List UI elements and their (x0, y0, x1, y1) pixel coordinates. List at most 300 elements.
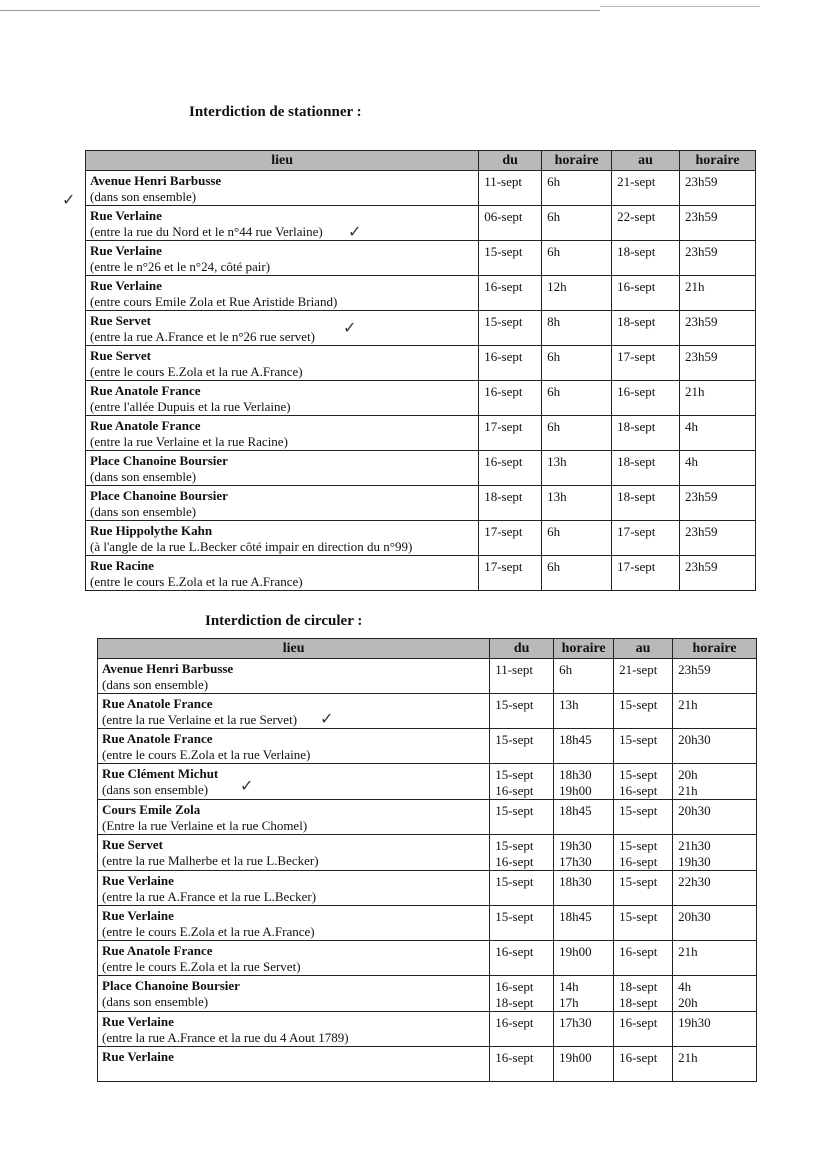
time-to: 21h (678, 944, 698, 959)
street-detail: (dans son ensemble) (102, 782, 209, 797)
lieu-cell (98, 1012, 490, 1047)
time-to: 21h (678, 697, 698, 712)
time-from: 18h30 (559, 874, 592, 889)
lieu-cell (86, 241, 479, 276)
date-from: 16-sept (495, 1050, 534, 1065)
table-row (86, 521, 756, 556)
date-from-cell (490, 976, 554, 1012)
date-to-cell (612, 206, 680, 241)
lieu-cell (98, 906, 490, 941)
table-row (86, 311, 756, 346)
street-detail: (entre la rue A.France et la rue L.Becker) (102, 889, 317, 904)
date-to-cell (612, 346, 680, 381)
street-name: Cours Emile Zola (102, 802, 201, 817)
time-to: 20h30 (678, 732, 711, 747)
handwritten-check-icon: ✓ (320, 709, 334, 728)
date-to-cell (612, 171, 680, 206)
table-row (86, 276, 756, 311)
time-to-cell (680, 451, 756, 486)
date-from-cell (490, 835, 554, 871)
street-name: Place Chanoine Boursier (90, 488, 228, 503)
date-from: 15-sept (495, 874, 534, 889)
street-name: Rue Verlaine (102, 873, 174, 888)
date-from: 15-sept (495, 909, 534, 924)
street-name: Rue Servet (90, 348, 152, 363)
date-to: 21-sept (617, 174, 656, 189)
header-lieu: lieu (86, 151, 479, 171)
date-from: 16-sept (484, 454, 523, 469)
street-detail: (Entre la rue Verlaine et la rue Chomel) (102, 818, 308, 833)
time-from: 18h45 (559, 803, 592, 818)
street-detail: (dans son ensemble) (90, 504, 197, 519)
time-from: 6h (547, 419, 561, 434)
time-from: 12h (547, 279, 567, 294)
date-from-cell (479, 241, 542, 276)
header-horaire: horaire (680, 151, 756, 171)
street-name: Rue Anatole France (102, 731, 213, 746)
date-from-cell (479, 206, 542, 241)
time-to-cell (680, 486, 756, 521)
lieu-cell (86, 416, 479, 451)
time-to-cell (673, 764, 757, 800)
date-to: 18-sept (617, 419, 656, 434)
time-to: 20h (678, 767, 698, 782)
time-to-cell (673, 800, 757, 835)
date-to: 17-sept (617, 524, 656, 539)
time-to: 4h (678, 979, 692, 994)
time-from-cell (554, 1047, 614, 1082)
time-from: 6h (559, 662, 573, 677)
date-from: 17-sept (484, 419, 523, 434)
date-from: 16-sept (495, 854, 534, 869)
time-to: 23h59 (685, 489, 718, 504)
date-from-cell (490, 1012, 554, 1047)
lieu-cell (86, 206, 479, 241)
date-from: 15-sept (484, 314, 523, 329)
time-from-cell (542, 346, 612, 381)
date-from-cell (490, 659, 554, 694)
date-from-cell (490, 800, 554, 835)
table-row (98, 1012, 757, 1047)
time-to-cell (680, 521, 756, 556)
time-from-cell (542, 556, 612, 591)
date-to: 17-sept (617, 349, 656, 364)
time-to-cell (673, 729, 757, 764)
street-detail: (dans son ensemble) (90, 189, 197, 204)
time-from-cell (554, 800, 614, 835)
time-to: 21h30 (678, 838, 711, 853)
date-to: 17-sept (617, 559, 656, 574)
time-to-cell (673, 941, 757, 976)
street-name: Rue Servet (90, 313, 152, 328)
date-to-cell (612, 416, 680, 451)
time-from-cell (554, 835, 614, 871)
street-name: Rue Anatole France (90, 383, 201, 398)
table-row (98, 941, 757, 976)
lieu-cell (86, 311, 479, 346)
date-to: 16-sept (619, 1050, 658, 1065)
date-to: 18-sept (619, 979, 658, 994)
date-to: 18-sept (617, 244, 656, 259)
street-name: Rue Verlaine (102, 908, 174, 923)
time-from: 18h45 (559, 732, 592, 747)
street-name: Rue Verlaine (90, 208, 162, 223)
time-to: 23h59 (685, 559, 718, 574)
date-to: 18-sept (619, 995, 658, 1010)
time-to-cell (673, 1047, 757, 1082)
time-to-cell (673, 976, 757, 1012)
street-name: Rue Racine (90, 558, 154, 573)
stationner-header-row (86, 151, 756, 171)
time-from: 17h30 (559, 1015, 592, 1030)
time-to: 23h59 (678, 662, 711, 677)
date-to: 15-sept (619, 767, 658, 782)
street-name: Rue Anatole France (102, 696, 213, 711)
scan-edge-top (0, 10, 600, 11)
lieu-cell (98, 835, 490, 871)
time-to: 23h59 (685, 314, 718, 329)
street-detail: (entre la rue Verlaine et la rue Servet) (102, 712, 298, 727)
date-to: 16-sept (619, 1015, 658, 1030)
time-from: 17h (559, 995, 579, 1010)
time-to-cell (673, 835, 757, 871)
lieu-cell (98, 764, 490, 800)
street-name: Rue Clément Michut (102, 766, 219, 781)
date-to-cell (614, 1012, 673, 1047)
time-to-cell (673, 1012, 757, 1047)
time-to: 20h30 (678, 803, 711, 818)
time-from: 6h (547, 209, 561, 224)
header-au: au (612, 151, 680, 171)
date-from-cell (490, 694, 554, 729)
table-row (98, 764, 757, 800)
lieu-cell (98, 871, 490, 906)
date-from-cell (479, 486, 542, 521)
time-to: 23h59 (685, 209, 718, 224)
circuler-title: Interdiction de circuler : (205, 613, 363, 629)
street-name: Rue Verlaine (102, 1014, 174, 1029)
time-from: 17h30 (559, 854, 592, 869)
header-du: du (490, 639, 554, 659)
time-from: 19h00 (559, 944, 592, 959)
date-from: 16-sept (495, 1015, 534, 1030)
date-from-cell (490, 1047, 554, 1082)
time-to: 21h (685, 384, 705, 399)
time-to-cell (680, 311, 756, 346)
date-from: 17-sept (484, 559, 523, 574)
table-row (98, 976, 757, 1012)
table-row (86, 206, 756, 241)
time-from: 13h (547, 489, 567, 504)
time-from: 8h (547, 314, 561, 329)
date-to-cell (614, 694, 673, 729)
table-row (86, 416, 756, 451)
date-from-cell (479, 346, 542, 381)
time-to-cell (680, 381, 756, 416)
time-from-cell (554, 764, 614, 800)
street-name: Rue Verlaine (90, 243, 162, 258)
date-from: 17-sept (484, 524, 523, 539)
lieu-cell (98, 694, 490, 729)
time-to-cell (680, 556, 756, 591)
lieu-cell (86, 451, 479, 486)
time-to: 19h30 (678, 854, 711, 869)
lieu-cell (86, 276, 479, 311)
time-to-cell (673, 659, 757, 694)
street-name: Place Chanoine Boursier (90, 453, 228, 468)
date-to-cell (612, 276, 680, 311)
date-from-cell (490, 729, 554, 764)
time-to: 23h59 (685, 524, 718, 539)
lieu-cell (98, 800, 490, 835)
date-from-cell (490, 871, 554, 906)
time-to-cell (680, 276, 756, 311)
street-detail: (entre le cours E.Zola et la rue A.France) (90, 364, 303, 379)
street-detail: (entre le cours E.Zola et la rue A.France) (90, 574, 303, 589)
date-to-cell (614, 835, 673, 871)
street-name: Rue Verlaine (90, 278, 162, 293)
lieu-cell (86, 171, 479, 206)
time-to: 20h (678, 995, 698, 1010)
street-detail: (entre cours Emile Zola et Rue Aristide Briand) (90, 294, 338, 309)
table-row (86, 381, 756, 416)
date-to: 18-sept (617, 489, 656, 504)
date-from: 06-sept (484, 209, 523, 224)
time-from-cell (554, 659, 614, 694)
date-to-cell (614, 764, 673, 800)
street-detail: (entre le cours E.Zola et la rue Verlaine) (102, 747, 311, 762)
street-detail: (entre le cours E.Zola et la rue Servet) (102, 959, 301, 974)
date-from: 16-sept (495, 944, 534, 959)
time-to: 4h (685, 419, 699, 434)
circuler-header-row (98, 639, 757, 659)
time-from: 18h30 (559, 767, 592, 782)
table-row (86, 171, 756, 206)
header-horaire: horaire (673, 639, 757, 659)
lieu-cell (98, 941, 490, 976)
table-row (98, 1047, 757, 1082)
time-from-cell (542, 171, 612, 206)
date-to: 18-sept (617, 454, 656, 469)
date-to-cell (612, 451, 680, 486)
date-from: 16-sept (495, 979, 534, 994)
lieu-cell (98, 659, 490, 694)
time-to-cell (673, 871, 757, 906)
date-to: 16-sept (619, 783, 658, 798)
header-au: au (614, 639, 673, 659)
table-row (86, 486, 756, 521)
street-detail: (à l'angle de la rue L.Becker côté impair en direction du n°99) (90, 539, 413, 554)
time-from: 13h (547, 454, 567, 469)
time-from: 19h00 (559, 783, 592, 798)
header-lieu: lieu (98, 639, 490, 659)
date-to: 15-sept (619, 803, 658, 818)
date-from: 11-sept (495, 662, 533, 677)
table-row (86, 346, 756, 381)
time-from-cell (542, 416, 612, 451)
street-detail: (entre l'allée Dupuis et la rue Verlaine) (90, 399, 291, 414)
date-to-cell (612, 486, 680, 521)
date-to: 16-sept (619, 854, 658, 869)
date-to: 15-sept (619, 909, 658, 924)
circuler-table (97, 638, 757, 1082)
date-to: 16-sept (617, 384, 656, 399)
date-from-cell (479, 556, 542, 591)
date-to-cell (614, 1047, 673, 1082)
street-name: Avenue Henri Barbusse (102, 661, 234, 676)
time-from: 6h (547, 174, 561, 189)
date-from: 18-sept (484, 489, 523, 504)
header-horaire: horaire (542, 151, 612, 171)
time-from-cell (554, 1012, 614, 1047)
street-name: Rue Anatole France (90, 418, 201, 433)
time-to-cell (673, 906, 757, 941)
date-from: 16-sept (484, 279, 523, 294)
table-row (98, 906, 757, 941)
time-from: 6h (547, 384, 561, 399)
date-to: 21-sept (619, 662, 658, 677)
time-to-cell (680, 416, 756, 451)
street-detail: (entre le n°26 et le n°24, côté pair) (90, 259, 271, 274)
time-from-cell (554, 694, 614, 729)
table-row (98, 800, 757, 835)
date-to: 16-sept (617, 279, 656, 294)
date-to-cell (614, 906, 673, 941)
time-from: 13h (559, 697, 579, 712)
date-to-cell (612, 311, 680, 346)
time-from-cell (542, 521, 612, 556)
time-to-cell (673, 694, 757, 729)
lieu-cell (86, 346, 479, 381)
handwritten-check-icon: ✓ (343, 318, 357, 337)
time-from: 6h (547, 559, 561, 574)
date-to-cell (612, 521, 680, 556)
date-to: 15-sept (619, 874, 658, 889)
time-to: 4h (685, 454, 699, 469)
street-detail: (entre la rue du Nord et le n°44 rue Verlaine) (90, 224, 323, 239)
street-name: Avenue Henri Barbusse (90, 173, 222, 188)
street-detail: (entre la rue Verlaine et la rue Racine) (90, 434, 288, 449)
street-name: Rue Hippolythe Kahn (90, 523, 213, 538)
street-detail: (entre la rue A.France et la rue du 4 Aout 1789) (102, 1030, 349, 1045)
date-to-cell (614, 941, 673, 976)
time-from: 14h (559, 979, 579, 994)
date-to: 18-sept (617, 314, 656, 329)
header-du: du (479, 151, 542, 171)
date-from: 15-sept (484, 244, 523, 259)
time-from-cell (542, 241, 612, 276)
time-to: 23h59 (685, 244, 718, 259)
time-to: 20h30 (678, 909, 711, 924)
time-from-cell (542, 381, 612, 416)
time-from-cell (542, 276, 612, 311)
time-to: 22h30 (678, 874, 711, 889)
table-row (98, 659, 757, 694)
street-detail: (dans son ensemble) (90, 469, 197, 484)
time-from: 18h45 (559, 909, 592, 924)
date-from: 15-sept (495, 732, 534, 747)
date-from: 16-sept (495, 783, 534, 798)
date-to-cell (614, 800, 673, 835)
handwritten-check-icon: ✓ (348, 222, 362, 241)
table-row (98, 694, 757, 729)
date-from: 18-sept (495, 995, 534, 1010)
time-to: 19h30 (678, 1015, 711, 1030)
lieu-cell (86, 381, 479, 416)
date-from-cell (479, 171, 542, 206)
lieu-cell (86, 521, 479, 556)
street-detail: (entre la rue Malherbe et la rue L.Becker) (102, 853, 319, 868)
date-from-cell (490, 906, 554, 941)
time-to: 23h59 (685, 174, 718, 189)
street-name: Place Chanoine Boursier (102, 978, 240, 993)
lieu-cell (98, 1047, 490, 1082)
header-horaire: horaire (554, 639, 614, 659)
street-detail: (dans son ensemble) (102, 677, 209, 692)
table-row (98, 871, 757, 906)
date-to-cell (612, 381, 680, 416)
time-from-cell (542, 486, 612, 521)
date-to-cell (614, 871, 673, 906)
time-from-cell (542, 206, 612, 241)
table-row (98, 729, 757, 764)
time-to-cell (680, 346, 756, 381)
time-from: 19h30 (559, 838, 592, 853)
street-name: Rue Servet (102, 837, 164, 852)
date-from: 11-sept (484, 174, 522, 189)
date-from: 15-sept (495, 838, 534, 853)
time-to: 21h (678, 783, 698, 798)
handwritten-check-icon: ✓ (62, 190, 76, 209)
time-to: 21h (678, 1050, 698, 1065)
date-from-cell (479, 451, 542, 486)
date-to-cell (614, 729, 673, 764)
date-from-cell (479, 276, 542, 311)
lieu-cell (98, 729, 490, 764)
date-to: 15-sept (619, 838, 658, 853)
stationner-table (85, 150, 756, 591)
time-from-cell (554, 976, 614, 1012)
table-row (98, 835, 757, 871)
date-from-cell (490, 764, 554, 800)
date-to: 15-sept (619, 697, 658, 712)
date-from: 15-sept (495, 697, 534, 712)
date-to-cell (614, 976, 673, 1012)
time-from: 6h (547, 349, 561, 364)
time-to-cell (680, 241, 756, 276)
date-to-cell (614, 659, 673, 694)
time-to-cell (680, 206, 756, 241)
table-row (86, 451, 756, 486)
date-from: 16-sept (484, 349, 523, 364)
time-from: 19h00 (559, 1050, 592, 1065)
time-from-cell (554, 729, 614, 764)
date-from-cell (479, 521, 542, 556)
time-from-cell (554, 906, 614, 941)
date-to: 22-sept (617, 209, 656, 224)
date-from-cell (479, 416, 542, 451)
date-to: 15-sept (619, 732, 658, 747)
date-to-cell (612, 241, 680, 276)
table-row (86, 556, 756, 591)
date-from: 15-sept (495, 803, 534, 818)
stationner-title: Interdiction de stationner : (189, 104, 362, 120)
street-name: Rue Verlaine (102, 1049, 174, 1064)
time-from-cell (554, 871, 614, 906)
time-from-cell (554, 941, 614, 976)
date-from-cell (490, 941, 554, 976)
time-to-cell (680, 171, 756, 206)
